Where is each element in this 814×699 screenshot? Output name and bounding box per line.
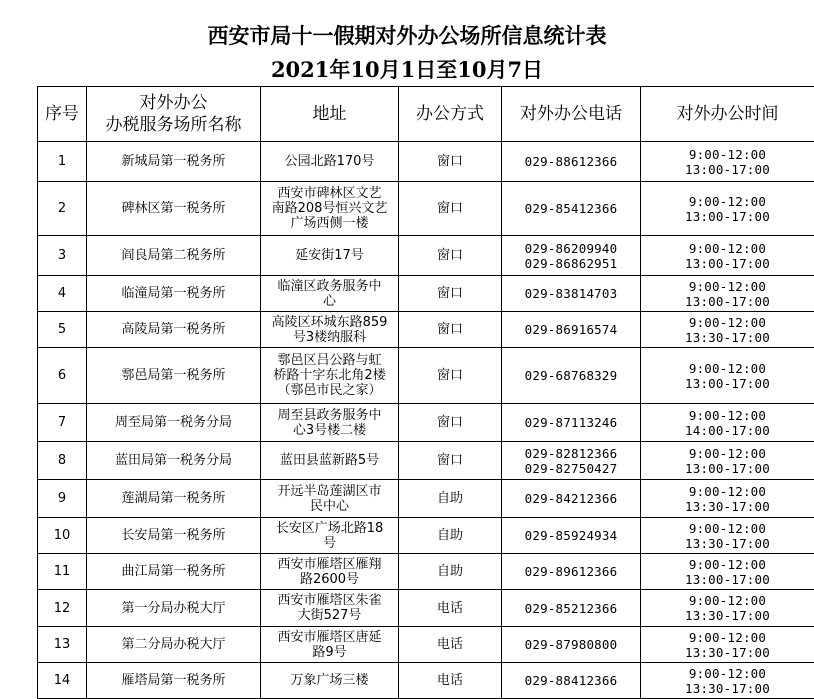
cell-phone-line: 029-68768329 (502, 368, 640, 383)
cell-name-line: 曲江局第一税务所 (87, 564, 260, 579)
cell-mode-line: 窗口 (399, 248, 501, 263)
cell-hours-line: 13:30-17:00 (641, 536, 814, 551)
cell-address-line: 心3号楼二楼 (261, 423, 398, 438)
cell-hours-line: 13:00-17:00 (641, 294, 814, 309)
cell-phone (502, 312, 641, 348)
cell-mode-line: 自助 (399, 491, 501, 506)
cell-no (38, 312, 87, 348)
cell-hours-line: 13:30-17:00 (641, 499, 814, 514)
cell-address-line: 民中心 (261, 499, 398, 514)
cell-hours-line: 9:00-12:00 (641, 666, 814, 681)
cell-address-line: 桥路十字东北角2楼 (261, 368, 398, 383)
cell-phone-line: 029-87113246 (502, 415, 640, 430)
cell-name-line: 第一分局办税大厅 (87, 601, 260, 616)
cell-mode-line: 窗口 (399, 322, 501, 337)
cell-name-line: 新城局第一税务所 (87, 154, 260, 169)
cell-name (87, 312, 261, 348)
cell-mode-line: 窗口 (399, 154, 501, 169)
cell-address-line: 西安市雁塔区雁翔 (261, 557, 398, 572)
cell-address-line: 鄠邑区吕公路与虹 (261, 353, 398, 368)
cell-no-line: 7 (38, 415, 86, 430)
cell-mode-line: 自助 (399, 528, 501, 543)
cell-address (261, 442, 399, 480)
header-no (38, 87, 87, 142)
cell-address (261, 312, 399, 348)
cell-mode (399, 276, 502, 312)
cell-phone (502, 590, 641, 627)
cell-address (261, 236, 399, 276)
header-mode-line: 办公方式 (399, 103, 501, 125)
cell-hours-line: 9:00-12:00 (641, 408, 814, 423)
cell-hours-line: 9:00-12:00 (641, 630, 814, 645)
cell-phone (502, 404, 641, 442)
table-row (38, 663, 814, 699)
cell-hours (641, 518, 814, 554)
cell-address-line: 路2600号 (261, 572, 398, 587)
cell-mode (399, 590, 502, 627)
cell-no (38, 518, 87, 554)
cell-address (261, 627, 399, 663)
cell-phone-line: 029-85412366 (502, 201, 640, 216)
cell-no (38, 590, 87, 627)
cell-no (38, 276, 87, 312)
cell-address-line: 周至县政务服务中 (261, 408, 398, 423)
cell-name (87, 404, 261, 442)
cell-hours-line: 9:00-12:00 (641, 521, 814, 536)
cell-phone (502, 236, 641, 276)
cell-mode-line: 窗口 (399, 368, 501, 383)
table-body (38, 142, 814, 699)
cell-no (38, 142, 87, 182)
cell-address (261, 663, 399, 699)
cell-mode (399, 312, 502, 348)
cell-mode-line: 电话 (399, 601, 501, 616)
cell-address (261, 348, 399, 404)
cell-address-line: 心 (261, 294, 398, 309)
table-header-row (38, 87, 814, 142)
cell-hours-line: 13:30-17:00 (641, 645, 814, 660)
cell-address (261, 554, 399, 590)
cell-name-line: 高陵局第一税务所 (87, 322, 260, 337)
cell-no-line: 12 (38, 601, 86, 616)
cell-address-line: 长安区广场北路18 (261, 521, 398, 536)
cell-hours (641, 480, 814, 518)
cell-mode-line: 电话 (399, 673, 501, 688)
cell-no (38, 182, 87, 236)
table-row (38, 627, 814, 663)
table-row (38, 348, 814, 404)
cell-name-line: 阎良局第二税务所 (87, 248, 260, 263)
cell-hours-line: 9:00-12:00 (641, 279, 814, 294)
cell-mode (399, 142, 502, 182)
cell-name-line: 长安局第一税务所 (87, 528, 260, 543)
cell-name (87, 442, 261, 480)
cell-no (38, 554, 87, 590)
cell-no-line: 11 (38, 564, 86, 579)
cell-address-line: 延安街17号 (261, 248, 398, 263)
cell-no-line: 6 (38, 368, 86, 383)
page-subtitle: 2021年10月1日至10月7日 (0, 56, 814, 84)
cell-hours-line: 9:00-12:00 (641, 241, 814, 256)
page-title: 西安市局十一假期对外办公场所信息统计表 (0, 22, 814, 50)
cell-mode-line: 电话 (399, 637, 501, 652)
cell-name-line: 蓝田局第一税务分局 (87, 453, 260, 468)
cell-hours-line: 9:00-12:00 (641, 147, 814, 162)
cell-address-line: 开远半岛莲湖区市 (261, 484, 398, 499)
cell-phone-line: 029-86209940 (502, 241, 640, 256)
cell-mode-line: 窗口 (399, 415, 501, 430)
cell-phone (502, 182, 641, 236)
cell-address (261, 480, 399, 518)
cell-phone (502, 554, 641, 590)
cell-address-line: 万象广场三楼 (261, 673, 398, 688)
cell-address-line: 公园北路170号 (261, 154, 398, 169)
cell-address-line: 蓝田县蓝新路5号 (261, 453, 398, 468)
header-name-line: 对外办公 (87, 92, 260, 114)
cell-phone-line: 029-87980800 (502, 637, 640, 652)
cell-no (38, 663, 87, 699)
cell-phone-line: 029-88612366 (502, 154, 640, 169)
table-row (38, 142, 814, 182)
cell-address-line: 大街527号 (261, 608, 398, 623)
cell-hours (641, 312, 814, 348)
cell-name-line: 莲湖局第一税务所 (87, 491, 260, 506)
cell-name-line: 临潼局第一税务所 (87, 286, 260, 301)
cell-no-line: 8 (38, 453, 86, 468)
cell-name-line: 周至局第一税务分局 (87, 415, 260, 430)
cell-name-line: 碑林区第一税务所 (87, 201, 260, 216)
cell-address-line: 号3楼纳服科 (261, 330, 398, 345)
cell-mode (399, 627, 502, 663)
cell-name (87, 663, 261, 699)
cell-hours-line: 14:00-17:00 (641, 423, 814, 438)
header-name-line: 办税服务场所名称 (87, 114, 260, 136)
cell-no (38, 236, 87, 276)
cell-no (38, 404, 87, 442)
cell-hours-line: 9:00-12:00 (641, 484, 814, 499)
cell-phone (502, 518, 641, 554)
cell-name (87, 182, 261, 236)
cell-phone (502, 627, 641, 663)
cell-name (87, 554, 261, 590)
cell-phone-line: 029-82750427 (502, 461, 640, 476)
cell-phone (502, 663, 641, 699)
cell-address-line: 西安市雁塔区唐延 (261, 630, 398, 645)
cell-hours-line: 9:00-12:00 (641, 593, 814, 608)
cell-name (87, 590, 261, 627)
cell-name (87, 480, 261, 518)
cell-mode-line: 窗口 (399, 286, 501, 301)
cell-phone (502, 480, 641, 518)
cell-hours-line: 13:00-17:00 (641, 162, 814, 177)
table-row (38, 518, 814, 554)
cell-address-line: 高陵区环城东路859 (261, 315, 398, 330)
cell-name (87, 518, 261, 554)
cell-name (87, 236, 261, 276)
cell-mode-line: 窗口 (399, 201, 501, 216)
cell-hours-line: 13:30-17:00 (641, 608, 814, 623)
header-hours-line: 对外办公时间 (641, 103, 814, 125)
cell-no (38, 442, 87, 480)
table-row (38, 182, 814, 236)
cell-mode (399, 348, 502, 404)
cell-hours (641, 590, 814, 627)
cell-hours (641, 236, 814, 276)
cell-address-line: 号 (261, 536, 398, 551)
cell-name (87, 627, 261, 663)
cell-mode (399, 554, 502, 590)
cell-address-line: 西安市碑林区文艺 (261, 186, 398, 201)
table-row (38, 442, 814, 480)
cell-hours-line: 13:30-17:00 (641, 681, 814, 696)
office-table (37, 86, 814, 699)
cell-phone-line: 029-85212366 (502, 601, 640, 616)
cell-name (87, 142, 261, 182)
header-mode (399, 87, 502, 142)
cell-address-line: 西安市雁塔区朱雀 (261, 593, 398, 608)
cell-phone-line: 029-89612366 (502, 564, 640, 579)
table-row (38, 276, 814, 312)
table-row (38, 312, 814, 348)
cell-no-line: 4 (38, 286, 86, 301)
cell-hours (641, 348, 814, 404)
cell-address (261, 590, 399, 627)
cell-hours-line: 13:00-17:00 (641, 572, 814, 587)
table-row (38, 236, 814, 276)
table-row (38, 480, 814, 518)
cell-phone-line: 029-83814703 (502, 286, 640, 301)
cell-hours (641, 627, 814, 663)
cell-no-line: 5 (38, 322, 86, 337)
cell-hours (641, 404, 814, 442)
cell-mode (399, 480, 502, 518)
cell-phone (502, 442, 641, 480)
cell-name-line: 鄠邑局第一税务所 (87, 368, 260, 383)
cell-mode-line: 自助 (399, 564, 501, 579)
cell-phone-line: 029-88412366 (502, 673, 640, 688)
cell-name (87, 348, 261, 404)
cell-no (38, 627, 87, 663)
cell-phone (502, 348, 641, 404)
cell-hours-line: 9:00-12:00 (641, 557, 814, 572)
cell-phone (502, 142, 641, 182)
cell-mode-line: 窗口 (399, 453, 501, 468)
cell-hours-line: 13:00-17:00 (641, 209, 814, 224)
cell-address (261, 142, 399, 182)
cell-no-line: 3 (38, 248, 86, 263)
cell-mode (399, 442, 502, 480)
cell-name-line: 第二分局办税大厅 (87, 637, 260, 652)
header-phone (502, 87, 641, 142)
cell-address-line: 路9号 (261, 645, 398, 660)
cell-no-line: 9 (38, 491, 86, 506)
cell-no-line: 1 (38, 154, 86, 169)
cell-no-line: 2 (38, 201, 86, 216)
table-row (38, 590, 814, 627)
cell-hours-line: 13:00-17:00 (641, 461, 814, 476)
header-address (261, 87, 399, 142)
cell-mode (399, 236, 502, 276)
cell-hours (641, 182, 814, 236)
cell-address-line: 南路208号恒兴文艺 (261, 201, 398, 216)
cell-no (38, 348, 87, 404)
cell-mode (399, 518, 502, 554)
cell-mode (399, 663, 502, 699)
cell-name-line: 雁塔局第一税务所 (87, 673, 260, 688)
cell-phone-line: 029-86916574 (502, 322, 640, 337)
header-no-line: 序号 (38, 103, 86, 125)
cell-no-line: 14 (38, 673, 86, 688)
cell-hours-line: 13:00-17:00 (641, 376, 814, 391)
header-address-line: 地址 (261, 103, 398, 125)
cell-phone-line: 029-82812366 (502, 446, 640, 461)
cell-address-line: （鄠邑市民之家） (261, 383, 398, 398)
table-row (38, 404, 814, 442)
cell-hours-line: 9:00-12:00 (641, 315, 814, 330)
cell-phone (502, 276, 641, 312)
cell-hours-line: 9:00-12:00 (641, 361, 814, 376)
cell-hours (641, 663, 814, 699)
cell-mode (399, 182, 502, 236)
cell-no-line: 13 (38, 637, 86, 652)
header-hours (641, 87, 814, 142)
cell-address (261, 404, 399, 442)
cell-no-line: 10 (38, 528, 86, 543)
cell-hours-line: 9:00-12:00 (641, 446, 814, 461)
cell-hours-line: 13:30-17:00 (641, 330, 814, 345)
cell-address (261, 518, 399, 554)
header-name (87, 87, 261, 142)
cell-hours (641, 442, 814, 480)
cell-address (261, 182, 399, 236)
cell-mode (399, 404, 502, 442)
cell-name (87, 276, 261, 312)
cell-hours-line: 13:00-17:00 (641, 256, 814, 271)
cell-hours (641, 142, 814, 182)
cell-hours (641, 276, 814, 312)
cell-phone-line: 029-86862951 (502, 256, 640, 271)
cell-hours (641, 554, 814, 590)
cell-phone-line: 029-85924934 (502, 528, 640, 543)
cell-phone-line: 029-84212366 (502, 491, 640, 506)
cell-address-line: 临潼区政务服务中 (261, 279, 398, 294)
cell-no (38, 480, 87, 518)
cell-address-line: 广场西侧一楼 (261, 216, 398, 231)
header-phone-line: 对外办公电话 (502, 103, 640, 125)
cell-hours-line: 9:00-12:00 (641, 194, 814, 209)
cell-address (261, 276, 399, 312)
table-row (38, 554, 814, 590)
